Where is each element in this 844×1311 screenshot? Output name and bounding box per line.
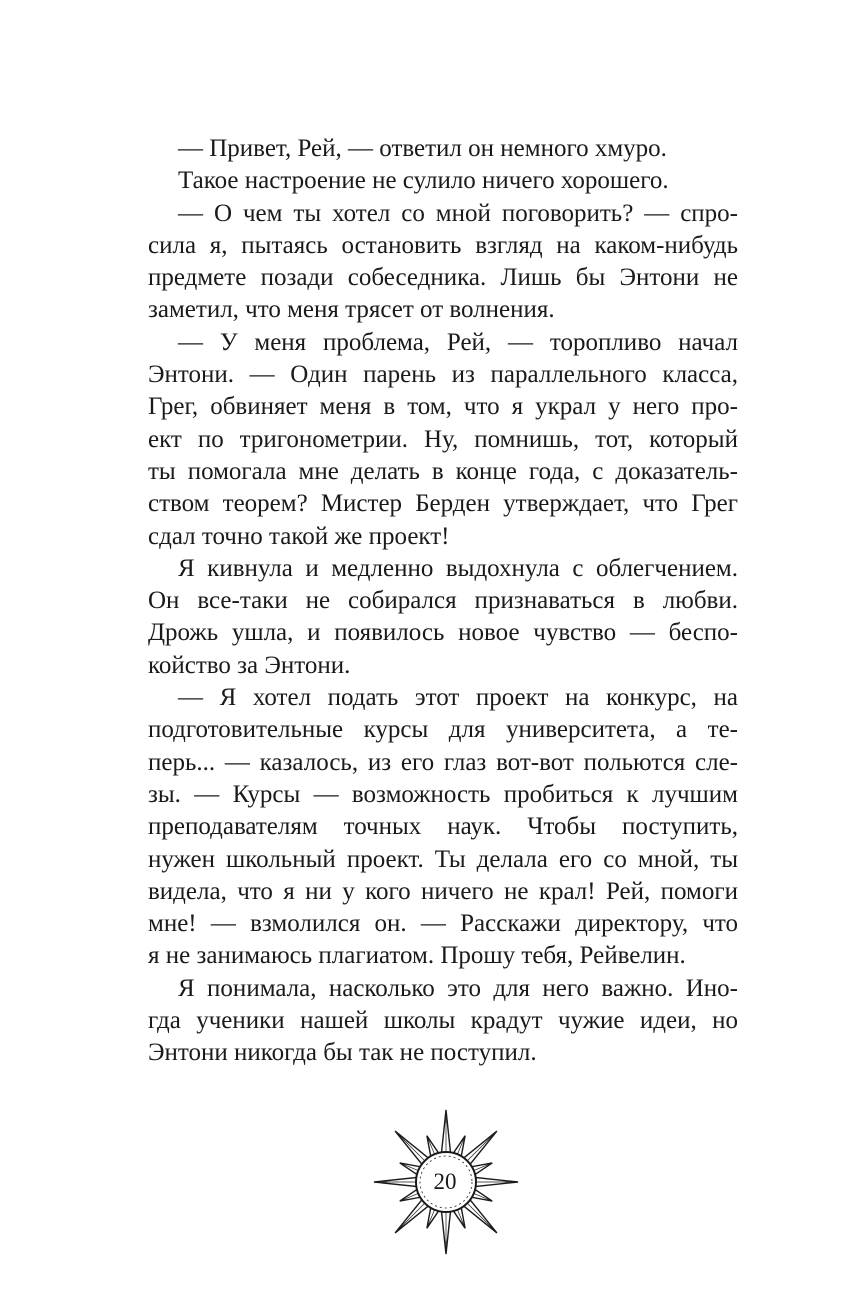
text-line: гда ученики нашей школы крадут чужие идеи, но (148, 1007, 738, 1035)
text-line: — Я хотел подать этот проект на конкурс, на (178, 684, 738, 712)
sunburst-ray-line (466, 1202, 497, 1233)
paragraph-5 (148, 553, 738, 682)
paragraph-6 (148, 682, 738, 973)
text-line: Энтони. — Один парень из параллельного класса, (148, 361, 738, 389)
text-line: зы. — Курсы — возможность пробиться к лучшим (148, 780, 738, 808)
sunburst-ray-line (466, 1131, 497, 1162)
text-line: Я понимала, насколько это для него важно. Ино- (178, 974, 738, 1002)
sunburst-ray-line (395, 1131, 426, 1162)
paragraph-7 (148, 973, 738, 1070)
text-line: видела, что я ни у кого ничего не крал! Рей, помоги (148, 877, 738, 905)
paragraph-2 (148, 165, 738, 197)
text-line: ты помогала мне делать в конце года, с доказатель- (148, 457, 738, 485)
text-line: перь... — казалось, из его глаз вот-вот польются сле- (148, 748, 738, 776)
paragraph-1 (148, 133, 738, 165)
text-line: ством теорем? Мистер Берден утверждает, что Грег (148, 490, 738, 518)
text-line: Грег, обвиняет меня в том, что я украл у него про- (148, 393, 738, 421)
text-line: предмете позади собеседника. Лишь бы Энтони не (148, 264, 738, 292)
page-number: 20 (433, 1169, 457, 1194)
text-line: подготовительные курсы для университета, а те- (148, 716, 738, 744)
text-line: Такое настроение не сулило ничего хорошего. (178, 167, 669, 195)
text-line: сдал точно такой же проект! (148, 522, 450, 550)
text-line: Он все-таки не собирался признаваться в любви. (148, 587, 738, 615)
text-line: — О чем ты хотел со мной поговорить? — спро- (178, 199, 738, 227)
text-line: — Привет, Рей, — ответил он немного хмуро. (178, 135, 667, 162)
sunburst-ray-line (395, 1202, 426, 1233)
text-line: нужен школьный проект. Ты делала его со мной, ты (148, 845, 738, 873)
text-line: заметил, что меня трясет от волнения. (148, 296, 555, 324)
text-line: Энтони никогда бы так не поступил. (148, 1039, 537, 1067)
body-text (148, 133, 738, 1070)
text-line: ект по тригонометрии. Ну, помнишь, тот, который (148, 425, 738, 453)
text-line: Я кивнула и медленно выдохнула с облегчением. (178, 554, 738, 582)
text-line: — У меня проблема, Рей, — торопливо начал (178, 328, 738, 356)
text-line: Дрожь ушла, и появилось новое чувство — беспо- (148, 619, 738, 647)
paragraph-3 (148, 198, 738, 327)
text-line: я не занимаюсь плагиатом. Прошу тебя, Рейвелин. (148, 942, 686, 970)
text-line: койство за Энтони. (148, 651, 351, 679)
paragraph-4 (148, 327, 738, 553)
text-line: сила я, пытаясь остановить взгляд на каком-нибудь (148, 231, 738, 259)
text-line: преподавателям точных наук. Чтобы поступить, (148, 813, 738, 841)
text-line: мне! — взмолился он. — Расскажи директору, что (148, 910, 738, 938)
